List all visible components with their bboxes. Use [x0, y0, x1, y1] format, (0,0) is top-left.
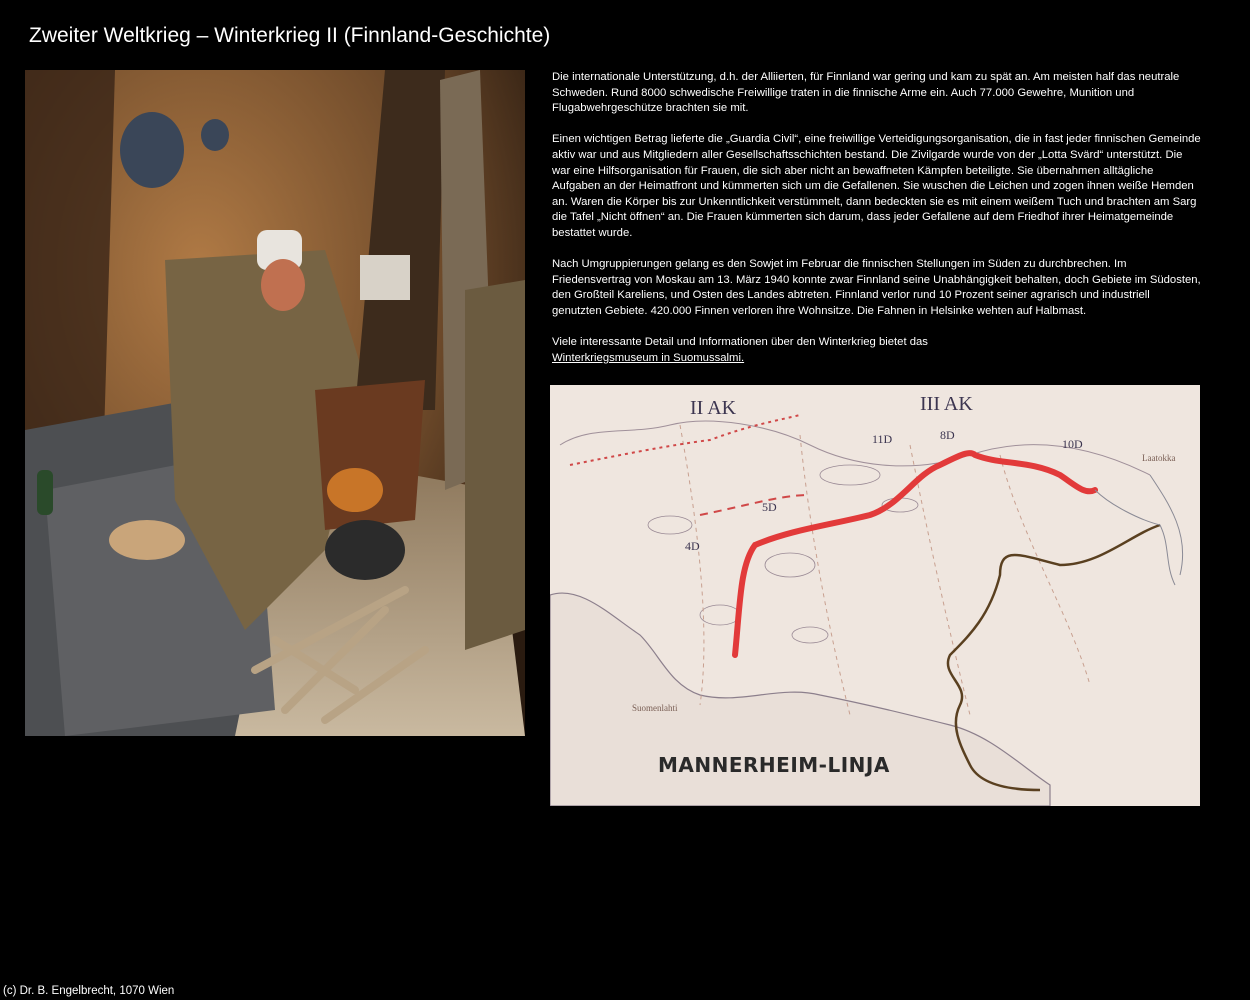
- division-label-4d: 4D: [685, 539, 700, 553]
- paragraph-2: Einen wichtigen Betrag lieferte die „Guardia Civil“, eine freiwillige Verteidigungsorganisation, die in fast jeder finnischen Gemeinde aktiv war und aus Mitgliedern aller Gesellschaftsschichten bestand. Die Zivilgarde wurde von der „Lotta Svärd“ unterstützt. Die war eine Hilfsorganisation für Frauen, die sich aber nicht an bewaffneten Kämpfen beteiligte. Sie übernahmen alltägliche Aufgaben an der Heimatfront und kümmerten sich um die Gefallenen. Sie wuschen die Leichen und zogen ihnen weiße Hemden an. Waren die Körper bis zur Unkenntlichkeit verstümmelt, dann bedeckten sie es mit einem weißem Tuch und brachten am Sarg die Tafel „Nicht öffnen“ an. Die Frauen kümmerten sich darum, dass jeder Gefallene auf dem Friedhof ihrer Heimatgemeinde bestattet wurde.: [552, 133, 1201, 239]
- place-label-suomenlahti: Suomenlahti: [632, 703, 678, 713]
- museum-diorama-photo: [25, 70, 525, 736]
- paragraph-3: Nach Umgruppierungen gelang es den Sowjet im Februar die finnischen Stellungen im Süden zu durchbrechen. Im Friedensvertrag von Moskau am 13. März 1940 konnte zwar Finnland seine Unabhängigkeit behalten, doch Gebiete im Südosten, den Großteil Kareliens, und Osten des Landes abtreten. Finnland verlor rund 10 Prozent seiner agrarisch und industriell genutzten Gebiete. 420.000 Finnen verloren ihre Wohnsitze. Die Fahnen in Helsinke wehten auf Halbmast.: [552, 258, 1201, 317]
- paragraph-4: [552, 335, 1202, 366]
- division-label-5d: 5D: [762, 500, 777, 514]
- mannerheim-line-map: [550, 385, 1200, 806]
- division-label-11d: 11D: [872, 432, 893, 446]
- division-label-10d: 10D: [1062, 437, 1083, 451]
- place-label-laatokka: Laatokka: [1142, 453, 1176, 463]
- corps-label-3: III AK: [920, 393, 973, 415]
- division-label-8d: 8D: [940, 428, 955, 442]
- map-title: MANNERHEIM-LINJA: [658, 753, 890, 777]
- article-text: [552, 70, 1202, 382]
- corps-label-2: II AK: [690, 397, 737, 419]
- museum-link[interactable]: Winterkriegsmuseum in Suomussalmi.: [552, 351, 745, 364]
- page-title: Zweiter Weltkrieg – Winterkrieg II (Finnland-Geschichte): [29, 24, 551, 47]
- copyright-footer: (c) Dr. B. Engelbrecht, 1070 Wien: [3, 985, 175, 997]
- paragraph-4-text: Viele interessante Detail und Informationen über den Winterkrieg bietet das: [552, 336, 928, 349]
- paragraph-1: Die internationale Unterstützung, d.h. der Alliierten, für Finnland war gering und kam zu spät an. Am meisten half das neutrale Schweden. Rund 8000 schwedische Freiwillige traten in die finnische Arme ein. Auch 77.000 Gewehre, Munition und Flugabwehrgeschütze brachten sie mit.: [552, 71, 1180, 115]
